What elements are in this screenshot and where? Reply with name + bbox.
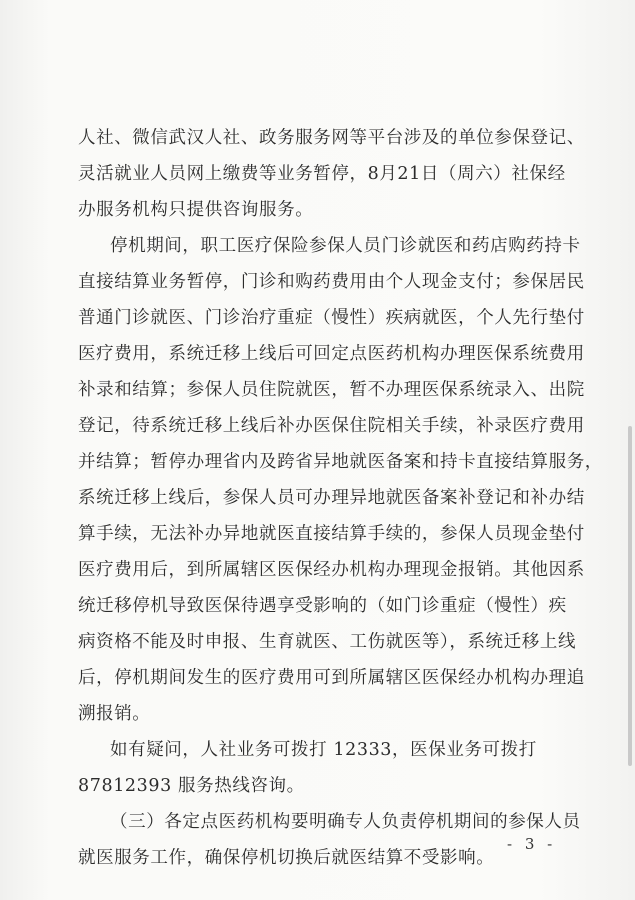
text-line: 人社、微信武汉人社、政务服务网等平台涉及的单位参保登记、 bbox=[78, 128, 585, 148]
text-line: 系统迁移上线后，参保人员可办理异地就医备案补登记和补办结 bbox=[78, 488, 585, 508]
text-line: 办服务机构只提供咨询服务。 bbox=[78, 200, 314, 220]
text-line: 算手续，无法补办异地就医直接结算手续的，参保人员现金垫付 bbox=[78, 524, 585, 544]
text-line: 统迁移停机导致医保待遇享受影响的（如门诊重症（慢性）疾 bbox=[78, 596, 567, 616]
text-line: 普通门诊就医、门诊治疗重症（慢性）疾病就医，个人先行垫付 bbox=[78, 308, 585, 328]
text-line: 直接结算业务暂停，门诊和购药费用由个人现金支付；参保居民 bbox=[78, 272, 585, 292]
text-line: 后，停机期间发生的医疗费用可到所属辖区医保经办机构办理追 bbox=[78, 668, 585, 688]
text-line: 补录和结算；参保人员住院就医，暂不办理医保系统录入、出院 bbox=[78, 380, 585, 400]
text-line: 医疗费用后，到所属辖区医保经办机构办理现金报销。其他因系 bbox=[78, 560, 585, 580]
page-number: - 3 - bbox=[507, 835, 557, 853]
text-line: 医疗费用，系统迁移上线后可回定点医药机构办理医保系统费用 bbox=[78, 344, 585, 364]
text-line: （三）各定点医药机构要明确专人负责停机期间的参保人员 bbox=[110, 812, 581, 832]
text-line: 如有疑问，人社业务可拨打 12333，医保业务可拨打 bbox=[110, 740, 537, 760]
text-line: 溯报销。 bbox=[78, 704, 151, 724]
text-line: 灵活就业人员网上缴费等业务暂停，8月21日（周六）社保经 bbox=[78, 164, 566, 184]
text-line: 就医服务工作，确保停机切换后就医结算不受影响。 bbox=[78, 848, 495, 868]
text-line: 登记，待系统迁移上线后补办医保住院相关手续，补录医疗费用 bbox=[78, 416, 585, 436]
text-line: 87812393 服务热线咨询。 bbox=[78, 776, 305, 796]
text-line: 病资格不能及时申报、生育就医、工伤就医等），系统迁移上线 bbox=[78, 632, 577, 652]
text-line: 并结算；暂停办理省内及跨省异地就医备案和持卡直接结算服务， bbox=[78, 452, 603, 472]
text-line: 停机期间，职工医疗保险参保人员门诊就医和药店购药持卡 bbox=[110, 236, 581, 256]
scrollbar-thumb[interactable] bbox=[628, 426, 632, 766]
